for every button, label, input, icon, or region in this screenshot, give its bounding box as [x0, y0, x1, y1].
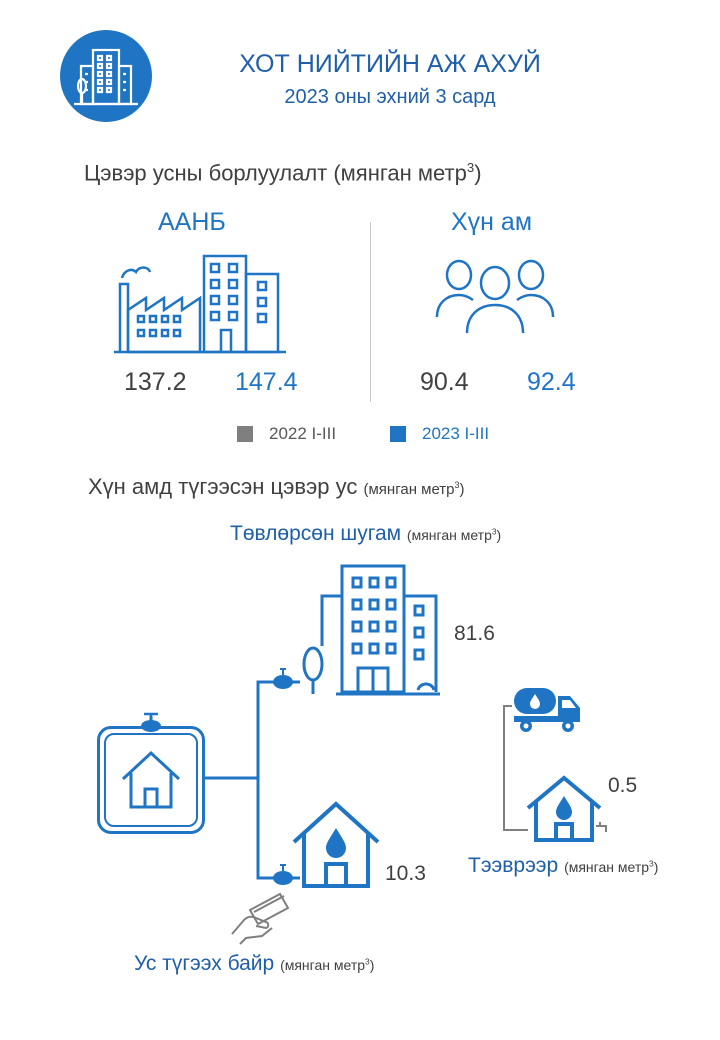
truck-delivery-house-icon: [526, 774, 618, 842]
central-line-label: Төвлөрсөн шугам (мянган метр$^3$): [230, 522, 502, 545]
page-subtitle: 2023 оны эхний 3 сард: [284, 86, 496, 108]
water-kiosk-icon: [290, 800, 382, 890]
category-label-population: Хүн ам: [451, 208, 533, 236]
legend-label-2022: 2022 I-III: [269, 424, 337, 443]
truck-value: 0.5: [608, 774, 638, 797]
kiosk-label: Ус түгээх байр (мянган метр$^3$): [134, 952, 375, 975]
value-business-2022: 137.2: [124, 368, 187, 396]
truck-label: Тээврээр (мянган метр$^3$): [468, 854, 659, 877]
central-line-value: 81.6: [454, 622, 495, 645]
water-source-box: [97, 726, 205, 834]
category-label-business: ААНБ: [158, 208, 226, 236]
apartment-building-icon: [300, 562, 445, 697]
value-population-2022: 90.4: [420, 368, 469, 396]
legend-label-2023: 2023 I-III: [422, 424, 490, 443]
value-population-2023: 92.4: [527, 368, 576, 396]
sales-heading: Цэвэр усны борлуулалт (мянган метр$^3$): [84, 160, 482, 186]
house-icon: [119, 749, 183, 811]
kiosk-value: 10.3: [385, 862, 426, 885]
page-title: ХОТ НИЙТИЙН АЖ АХУЙ: [239, 50, 541, 78]
value-business-2023: 147.4: [235, 368, 298, 396]
water-truck-icon: [512, 682, 582, 734]
supply-heading: Хүн амд түгээсэн цэвэр ус (мянган метр$^3$): [88, 474, 465, 499]
payment-card-icon: [230, 888, 292, 948]
